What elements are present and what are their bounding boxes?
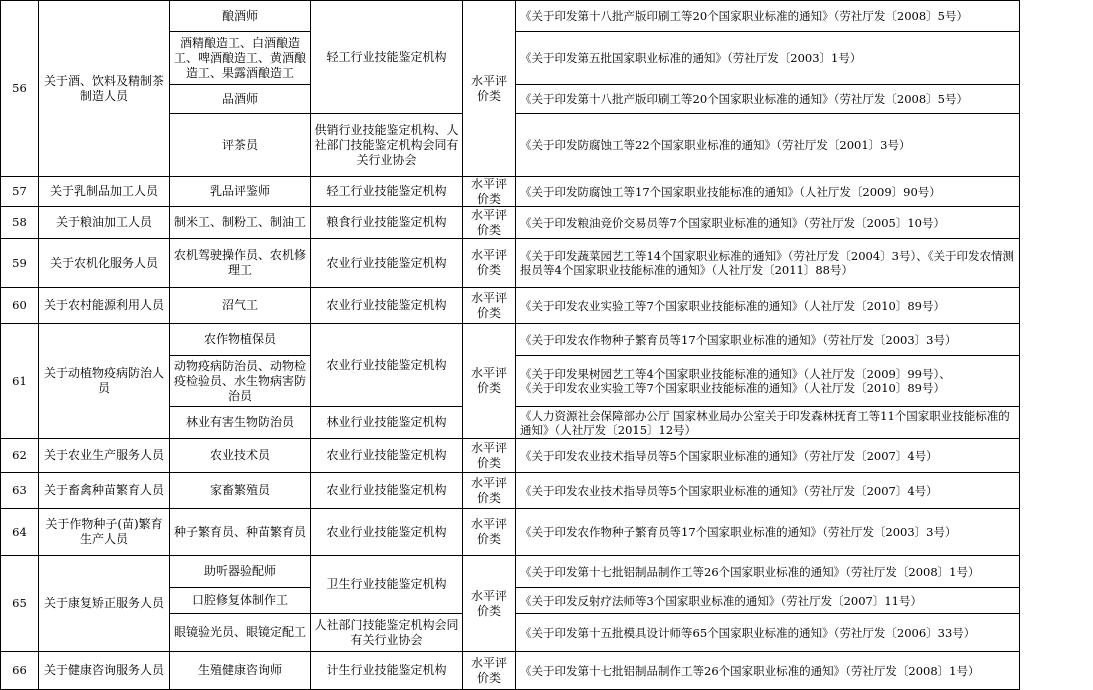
job-title-cell — [169, 0, 311, 32]
category-cell — [38, 438, 170, 473]
assessment-org-cell-text: 农业行业技能鉴定机构 — [326, 483, 447, 497]
standard-document-cell-text: 《关于印发农业实验工等7个国家职业技能标准的通知》（人社厅发〔2010〕89号） — [520, 298, 945, 313]
evaluation-type-cell-text: 水平评价类 — [470, 73, 507, 103]
row-number — [0, 508, 39, 556]
assessment-org-cell — [310, 613, 463, 652]
assessment-org-cell-text: 粮食行业技能鉴定机构 — [326, 215, 447, 229]
standard-document-cell — [515, 287, 1020, 324]
assessment-org-cell — [310, 0, 463, 114]
job-title-cell — [169, 508, 311, 556]
standard-document-cell-text: 《关于印发农作物种子繁育员等17个国家职业标准的通知》（劳社厅发〔2003〕3号） — [520, 332, 957, 347]
standard-document-cell — [515, 113, 1020, 177]
standard-document-cell — [515, 508, 1020, 556]
standard-document-cell — [515, 613, 1020, 652]
assessment-org-cell-text: 农业行业技能鉴定机构 — [326, 298, 447, 312]
job-title-cell — [169, 206, 311, 239]
evaluation-type-cell-text: 水平评价类 — [470, 517, 507, 546]
job-title-cell — [169, 31, 311, 85]
job-title-cell — [169, 438, 311, 473]
assessment-org-cell-text: 卫生行业技能鉴定机构 — [326, 577, 447, 591]
assessment-org-cell — [310, 508, 463, 556]
assessment-org-cell — [310, 472, 463, 509]
job-title-cell — [169, 113, 311, 177]
standard-document-cell — [515, 206, 1020, 239]
category-cell-text: 关于农业生产服务人员 — [43, 448, 164, 462]
evaluation-type-cell-text: 水平评价类 — [470, 655, 507, 685]
evaluation-type-cell-text: 水平评价类 — [470, 176, 507, 206]
standard-document-cell — [515, 176, 1020, 207]
row-number — [0, 472, 39, 509]
category-cell-text: 关于乳制品加工人员 — [49, 184, 158, 198]
job-title-cell-text: 动物疫病防治员、动物检疫检验员、水生物病害防治员 — [173, 358, 306, 403]
standard-document-cell-text: 《关于印发第十八批产版印刷工等20个国家职业标准的通知》（劳社厅发〔2008〕5号） — [520, 92, 968, 106]
standard-document-cell-text: 《关于印发粮油竞价交易员等7个国家职业标准的通知》（劳社厅发〔2005〕10号） — [520, 215, 945, 230]
standard-document-cell-text: 《关于印发农作物种子繁育员等17个国家职业标准的通知》（劳社厅发〔2003〕3号） — [520, 525, 957, 539]
category-cell-text: 关于康复矫正服务人员 — [43, 596, 164, 610]
job-title-cell-text: 农机驾驶操作员、农机修理工 — [173, 248, 306, 277]
row-number — [0, 176, 39, 207]
category-cell — [38, 508, 170, 556]
job-title-cell — [169, 651, 311, 690]
evaluation-type-cell — [462, 438, 516, 473]
job-title-cell-text: 林业有害生物防治员 — [185, 415, 294, 429]
row-number-text: 63 — [12, 483, 27, 497]
row-number-text: 64 — [12, 524, 27, 539]
evaluation-type-cell — [462, 651, 516, 690]
category-cell — [38, 323, 170, 439]
row-number — [0, 206, 39, 239]
category-cell-text: 关于酒、饮料及精制茶制造人员 — [43, 73, 164, 103]
job-title-cell — [169, 406, 311, 439]
job-title-cell — [169, 555, 311, 588]
assessment-org-cell-text: 林业行业技能鉴定机构 — [326, 415, 447, 429]
standard-document-cell-text: 《关于印发第十七批铝制品制作工等26个国家职业标准的通知》（劳社厅发〔2008〕1号） — [520, 564, 980, 579]
category-cell — [38, 206, 170, 239]
standard-document-line: 《关于印发农业实验工等7个国家职业技能标准的通知》（人社厅发〔2010〕89号） — [520, 381, 945, 395]
job-title-cell-text: 品酒师 — [221, 91, 258, 106]
category-cell-text: 关于农机化服务人员 — [49, 255, 158, 270]
job-title-cell-text: 口腔修复体制作工 — [191, 593, 288, 607]
job-title-cell-text: 酿酒师 — [221, 8, 258, 23]
row-number-text: 58 — [12, 215, 27, 229]
assessment-org-cell — [310, 323, 463, 407]
assessment-org-cell — [310, 176, 463, 207]
evaluation-type-cell-text: 水平评价类 — [470, 475, 507, 505]
row-number-text: 56 — [12, 81, 27, 95]
category-cell-text: 关于畜禽种苗繁育人员 — [43, 483, 164, 497]
category-cell — [38, 287, 170, 324]
standard-document-cell-text: 《关于印发反射疗法师等3个国家职业标准的通知》（劳社厅发〔2007〕11号） — [520, 593, 922, 608]
assessment-org-cell — [310, 206, 463, 239]
evaluation-type-cell-text: 水平评价类 — [470, 366, 507, 395]
category-cell — [38, 651, 170, 690]
job-title-cell — [169, 587, 311, 614]
standard-document-cell — [515, 651, 1020, 690]
job-title-cell — [169, 238, 311, 288]
assessment-org-cell — [310, 406, 463, 439]
standard-document-cell — [515, 555, 1020, 588]
assessment-org-cell — [310, 651, 463, 690]
evaluation-type-cell-text: 水平评价类 — [470, 290, 507, 320]
assessment-org-cell-text: 轻工行业技能鉴定机构 — [326, 184, 447, 198]
category-cell-text: 关于作物种子(苗)繁育生产人员 — [45, 517, 163, 546]
evaluation-type-cell — [462, 287, 516, 324]
standard-document-cell-text: 《关于印发第十五批模具设计师等65个国家职业标准的通知》（劳社厅发〔2006〕33号） — [520, 625, 976, 640]
evaluation-type-cell — [462, 508, 516, 556]
standard-document-cell — [515, 84, 1020, 114]
row-number-text: 65 — [12, 596, 27, 610]
job-title-cell-text: 农作物植保员 — [203, 332, 276, 346]
row-number-text: 61 — [12, 373, 27, 388]
row-number-text: 59 — [12, 255, 27, 270]
job-title-cell-text: 农业技术员 — [209, 448, 270, 462]
job-title-cell — [169, 472, 311, 509]
assessment-org-cell-text: 人社部门技能鉴定机构会同有关行业协会 — [314, 617, 459, 647]
category-cell-text: 关于动植物疫病防治人员 — [43, 366, 164, 395]
job-title-cell-text: 评茶员 — [221, 137, 258, 152]
assessment-org-cell-text: 轻工行业技能鉴定机构 — [326, 49, 447, 64]
standard-document-cell — [515, 438, 1020, 473]
evaluation-type-cell-text: 水平评价类 — [470, 440, 507, 470]
evaluation-type-cell — [462, 238, 516, 288]
job-title-cell-text: 乳品评鉴师 — [209, 184, 270, 198]
category-cell — [38, 238, 170, 288]
job-title-cell-text: 家畜繁殖员 — [209, 483, 270, 497]
category-cell — [38, 0, 170, 177]
evaluation-type-cell — [462, 0, 516, 177]
assessment-org-cell — [310, 438, 463, 473]
assessment-org-cell-text: 农业行业技能鉴定机构 — [326, 357, 447, 372]
row-number — [0, 323, 39, 439]
standard-document-cell — [515, 406, 1020, 439]
assessment-org-cell-text: 农业行业技能鉴定机构 — [326, 448, 447, 462]
category-cell-text: 关于粮油加工人员 — [55, 215, 152, 229]
standard-document-cell-text: 《关于印发第十七批铝制品制作工等26个国家职业标准的通知》（劳社厅发〔2008〕1号） — [520, 663, 980, 678]
job-title-cell — [169, 84, 311, 114]
evaluation-type-cell — [462, 555, 516, 652]
assessment-org-cell-text: 农业行业技能鉴定机构 — [326, 524, 447, 539]
job-title-cell-text: 制米工、制粉工、制油工 — [173, 215, 306, 229]
job-title-cell-text: 种子繁育员、种苗繁育员 — [173, 524, 306, 539]
evaluation-type-cell-text: 水平评价类 — [470, 248, 507, 277]
standard-document-cell-text: 《人力资源社会保障部办公厅 国家林业局办公室关于印发森林抚育工等11个国家职业技能标准的通知》（人社厅发〔2015〕12号） — [520, 408, 1010, 437]
standard-document-cell — [515, 323, 1020, 356]
category-cell-text: 关于健康咨询服务人员 — [43, 663, 164, 677]
job-title-cell — [169, 323, 311, 356]
row-number-text: 57 — [12, 184, 27, 198]
evaluation-type-cell — [462, 206, 516, 239]
standard-document-cell — [515, 355, 1020, 407]
job-title-cell-text: 助听器验配师 — [203, 564, 276, 578]
row-number-text: 60 — [12, 298, 27, 312]
standard-document-cell — [515, 587, 1020, 614]
row-number — [0, 651, 39, 690]
row-number-text: 66 — [12, 663, 27, 677]
assessment-org-cell — [310, 287, 463, 324]
evaluation-type-cell — [462, 323, 516, 439]
evaluation-type-cell-text: 水平评价类 — [470, 588, 507, 618]
assessment-org-cell-text: 计生行业技能鉴定机构 — [326, 663, 447, 677]
standard-document-cell-text: 《关于印发蔬菜园艺工等14个国家职业标准的通知》（劳社厅发〔2004〕3号）、《关于印发农情测报员等4个国家职业技能标准的通知》（人社厅发〔2011〕88号） — [520, 249, 1014, 277]
standard-document-cell-text: 《关于印发农业技术指导员等5个国家职业标准的通知》（劳社厅发〔2007〕4号） — [520, 483, 938, 498]
job-title-cell-text: 酒精酿造工、白酒酿造工、啤酒酿造工、黄酒酿造工、果露酒酿造工 — [173, 35, 306, 80]
job-title-cell — [169, 176, 311, 207]
standard-document-cell-text: 《关于印发防腐蚀工等22个国家职业标准的通知》（劳社厅发〔2001〕3号） — [520, 138, 911, 152]
category-cell — [38, 472, 170, 509]
job-title-cell-text: 生殖健康咨询师 — [197, 663, 282, 677]
standard-document-cell — [515, 31, 1020, 85]
row-number — [0, 0, 39, 177]
row-number-text: 62 — [12, 448, 27, 462]
job-title-cell — [169, 355, 311, 407]
evaluation-type-cell — [462, 472, 516, 509]
standard-document-cell-text: 《关于印发农业技术指导员等5个国家职业标准的通知》（劳社厅发〔2007〕4号） — [520, 448, 938, 463]
standard-document-line: 《关于印发果树园艺工等4个国家职业技能标准的通知》（人社厅发〔2009〕99号）、 — [520, 367, 951, 381]
job-title-cell — [169, 613, 311, 652]
category-cell — [38, 176, 170, 207]
standard-document-cell-text: 《关于印发防腐蚀工等17个国家职业技能标准的通知》（人社厅发〔2009〕90号） — [520, 184, 941, 199]
row-number — [0, 438, 39, 473]
category-cell-text: 关于农村能源利用人员 — [43, 298, 164, 312]
assessment-org-cell — [310, 238, 463, 288]
row-number — [0, 238, 39, 288]
standard-document-cell — [515, 238, 1020, 288]
standard-document-cell — [515, 0, 1020, 32]
job-title-cell-text: 眼镜验光员、眼镜定配工 — [173, 625, 306, 639]
assessment-org-cell — [310, 113, 463, 177]
category-cell — [38, 555, 170, 652]
assessment-org-cell — [310, 555, 463, 614]
standard-document-cell-text: 《关于印发第十八批产版印刷工等20个国家职业标准的通知》（劳社厅发〔2008〕5号） — [520, 9, 968, 23]
assessment-org-cell-text: 供销行业技能鉴定机构、人社部门技能鉴定机构会同有关行业协会 — [314, 122, 459, 167]
evaluation-type-cell-text: 水平评价类 — [470, 207, 507, 237]
standard-document-cell-text: 《关于印发第五批国家职业标准的通知》（劳社厅发〔2003〕1号） — [520, 51, 862, 65]
evaluation-type-cell — [462, 176, 516, 207]
assessment-org-cell-text: 农业行业技能鉴定机构 — [326, 255, 447, 270]
job-title-cell-text: 沼气工 — [221, 298, 258, 312]
standard-document-cell — [515, 472, 1020, 509]
job-title-cell — [169, 287, 311, 324]
row-number — [0, 287, 39, 324]
row-number — [0, 555, 39, 652]
